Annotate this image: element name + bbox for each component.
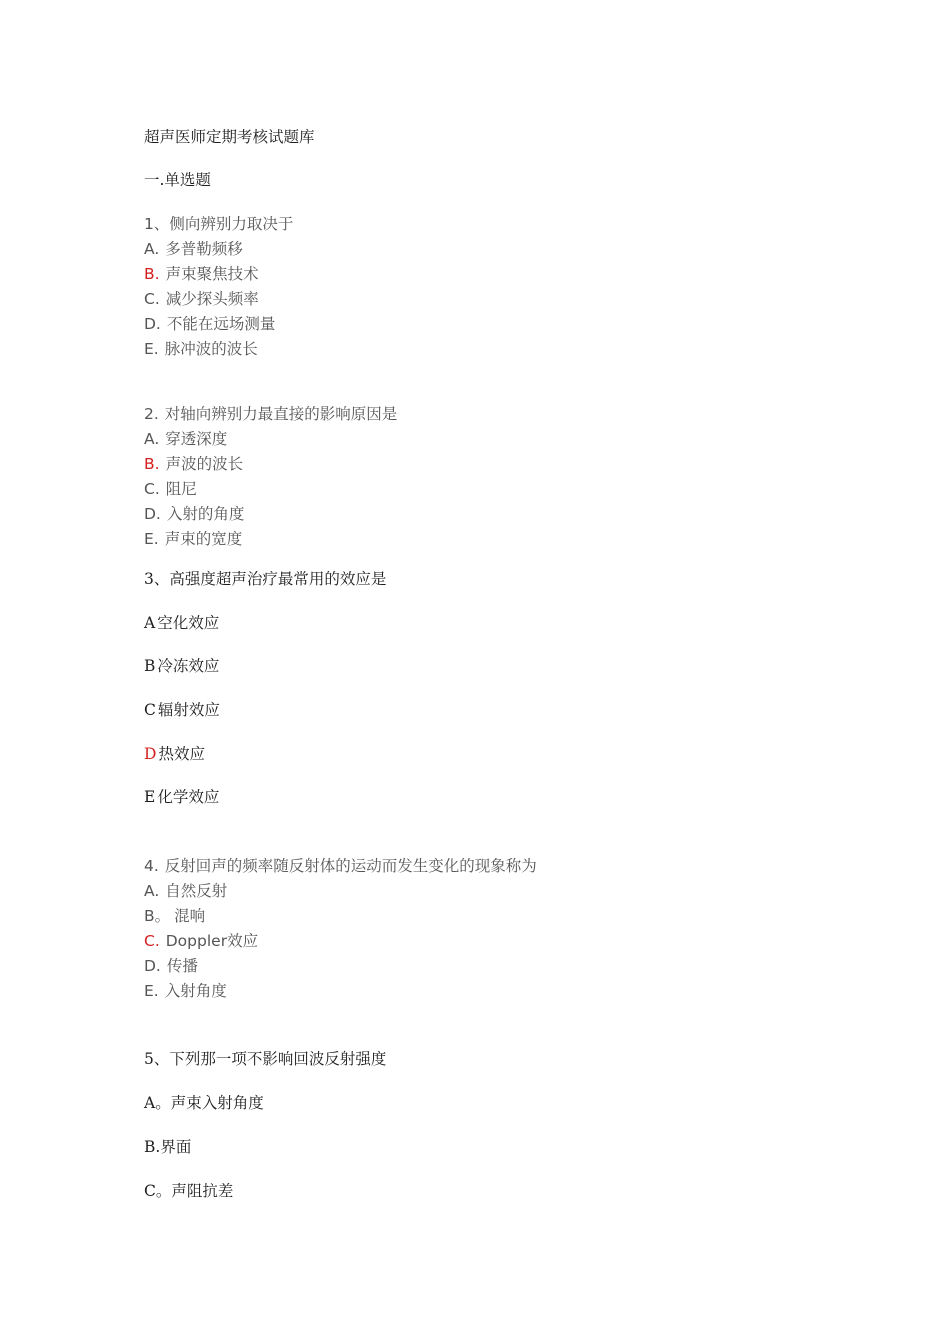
question-4-option-a [144, 881, 227, 901]
question-text: 对轴向辨别力最直接的影响原因是 [164, 405, 398, 423]
question-4-option-e [144, 981, 227, 1001]
option-text: 热效应 [158, 745, 205, 763]
option-text: 辐射效应 [157, 701, 220, 719]
question-number: 3、 [144, 570, 170, 588]
option-letter: B。 [144, 907, 171, 925]
option-text: 空化效应 [157, 614, 220, 632]
option-letter: E [144, 788, 156, 806]
option-letter: D. [144, 957, 161, 975]
option-text: 声波的波长 [165, 455, 244, 473]
question-number: 5、 [144, 1050, 170, 1068]
question-text: 下列那一项不影响回波反射强度 [169, 1050, 387, 1068]
question-2-option-e [144, 529, 242, 549]
question-2-option-b [144, 454, 243, 474]
question-text: 侧向辨别力取决于 [169, 215, 294, 233]
option-letter: E. [144, 530, 159, 548]
option-text: 混响 [174, 907, 206, 925]
option-text: 界面 [160, 1138, 192, 1156]
option-text: 化学效应 [157, 788, 220, 806]
question-number: 4. [144, 857, 159, 875]
option-text: 声束入射角度 [170, 1094, 264, 1112]
document-title: 超声医师定期考核试题库 [144, 128, 315, 146]
option-text: 自然反射 [165, 882, 228, 900]
option-letter: C [144, 701, 156, 719]
option-letter: A. [144, 240, 160, 258]
question-3-option-b [144, 656, 219, 676]
question-4-option-d [144, 956, 198, 976]
question-1-option-d [144, 314, 275, 334]
option-letter: A。 [144, 1094, 171, 1112]
option-letter: A [144, 614, 156, 632]
answer-option-letter: D [144, 745, 157, 763]
answer-option-letter: B. [144, 455, 160, 473]
section-heading: 一.单选题 [144, 171, 211, 189]
answer-option-letter: B. [144, 265, 160, 283]
option-letter: A. [144, 882, 160, 900]
option-letter: A. [144, 430, 160, 448]
question-3-option-e [144, 787, 219, 807]
option-text: 减少探头频率 [165, 290, 259, 308]
option-letter: E. [144, 982, 159, 1000]
option-text: 穿透深度 [165, 430, 228, 448]
question-4-option-c [144, 931, 258, 951]
option-text: 效应 [227, 932, 259, 950]
question-2-option-d [144, 504, 244, 524]
option-letter: B [144, 657, 156, 675]
question-2-option-a [144, 429, 227, 449]
option-text: 声束的宽度 [164, 530, 243, 548]
question-2-option-c [144, 479, 197, 499]
question-text: 反射回声的频率随反射体的运动而发生变化的现象称为 [164, 857, 537, 875]
question-4-option-b [144, 906, 205, 926]
option-text-latin: Doppler [165, 932, 228, 950]
question-5-option-c [144, 1181, 233, 1201]
question-3-option-a [144, 613, 219, 633]
option-text: 声束聚焦技术 [165, 265, 259, 283]
option-text: 不能在远场测量 [166, 315, 276, 333]
option-text: 阻尼 [165, 480, 197, 498]
question-1-option-b [144, 264, 259, 284]
question-4-stem [144, 856, 537, 876]
question-number: 2. [144, 405, 159, 423]
option-text: 冷冻效应 [157, 657, 220, 675]
question-1-option-e [144, 339, 258, 359]
answer-option-letter: C. [144, 932, 160, 950]
option-letter: C. [144, 480, 160, 498]
question-2-stem [144, 404, 397, 424]
option-letter: D. [144, 505, 161, 523]
question-1-option-c [144, 289, 259, 309]
option-text: 多普勒频移 [165, 240, 243, 258]
option-text: 传播 [166, 957, 198, 975]
question-1-stem [144, 214, 293, 234]
option-letter: D. [144, 315, 161, 333]
option-letter: E. [144, 340, 159, 358]
question-number: 1、 [144, 215, 170, 233]
option-text: 声阻抗差 [171, 1182, 234, 1200]
option-letter: B. [144, 1138, 161, 1156]
question-text: 高强度超声治疗最常用的效应是 [169, 570, 387, 588]
option-text: 脉冲波的波长 [164, 340, 258, 358]
option-text: 入射的角度 [166, 505, 245, 523]
question-3-option-d [144, 744, 205, 764]
option-letter: C。 [144, 1182, 172, 1200]
question-1-option-a [144, 239, 243, 259]
option-letter: C. [144, 290, 160, 308]
question-5-option-b [144, 1137, 191, 1157]
option-text: 入射角度 [164, 982, 227, 1000]
question-5-stem [144, 1049, 386, 1069]
question-3-stem [144, 569, 386, 589]
question-5-option-a [144, 1093, 264, 1113]
question-3-option-c [144, 700, 220, 720]
